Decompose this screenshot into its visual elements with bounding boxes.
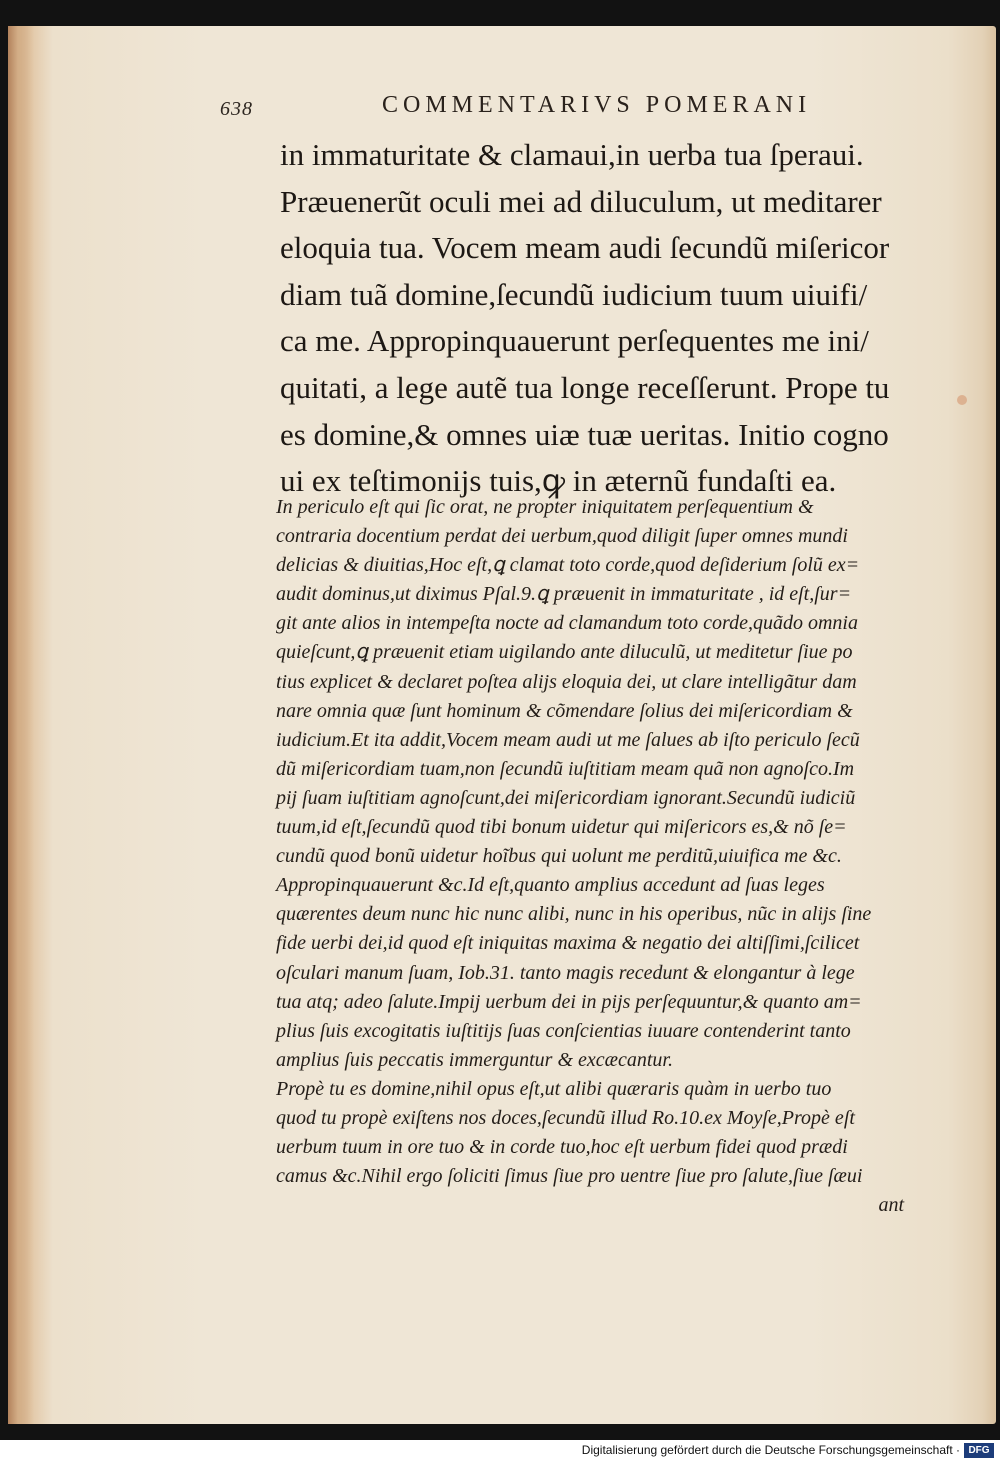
footer-bar [0, 1440, 1000, 1462]
commentary-line: tius explicet & declaret poſtea alijs eloquia dei, ut clare intelligãtur dam [276, 670, 857, 693]
commentary-line: contraria docentium perdat dei uerbum,quod diligit ſuper omnes mundi [276, 525, 848, 548]
page-gutter-shadow [8, 26, 34, 1424]
funding-credit: Digitalisierung gefördert durch die Deutsche Forschungsgemeinschaft · [581, 1443, 960, 1457]
commentary-line: tuum,id eſt,ſecundũ quod tibi bonum uidetur qui miſericors es,& nõ ſe= [276, 816, 847, 839]
commentary-line: nare omnia quæ ſunt hominum & cõmendare ſolius dei miſericordiam & [276, 699, 853, 722]
commentary-line: fide uerbi dei,id quod eſt iniquitas maxima & negatio dei altiſſimi,ſcilicet [276, 932, 860, 955]
commentary-line: delicias & diuitias,Hoc eſt,ꝗ clamat toto corde,quod deſiderium ſolũ ex= [276, 554, 860, 577]
commentary-line: iudicium.Et ita addit,Vocem meam audi ut me ſalues ab iſto periculo ſecũ [276, 728, 860, 751]
commentary-line: audit dominus,ut diximus Pſal.9.ꝗ præuenit in immaturitate , id eſt,ſur= [276, 583, 852, 606]
verse-line: ui ex teſtimonijs tuis,ꝙ in æternũ fundaſti ea. [280, 463, 837, 499]
verse-line: diam tuã domine,ſecundũ iudicium tuum uiuifi/ [280, 276, 868, 312]
commentary-line: pij ſuam iuſtitiam agnoſcunt,dei miſericordiam ignorant.Secundũ iudiciũ [276, 786, 856, 809]
catchword: ant [878, 1194, 904, 1217]
commentary-line: Appropinquauerunt &c.Id eſt,quanto amplius accedunt ad ſuas leges [276, 874, 825, 897]
commentary-line: tua atq; adeo ſalute.Impij uerbum dei in pijs perſequuntur,& quanto am= [276, 990, 862, 1013]
commentary-line: In periculo eſt qui ſic orat, ne propter iniquitatem perſequentium & [276, 496, 814, 518]
dfg-logo: DFG [964, 1443, 994, 1458]
commentary-line: amplius ſuis peccatis immerguntur & excæcantur. [276, 1048, 673, 1071]
verse-line: quitati, a lege autẽ tua longe receſſerunt. Prope tu [280, 369, 890, 405]
running-title: COMMENTARIVS POMERANI [382, 92, 812, 118]
commentary-line: plius ſuis excogitatis iuſtitijs ſuas conſcientias iuuare contenderint tanto [276, 1019, 851, 1042]
commentary-line: camus &c.Nihil ergo ſoliciti ſimus ſiue pro uentre ſiue pro ſalute,ſiue ſæui [276, 1165, 863, 1188]
commentary-line: quod tu propè exiſtens nos doces,ſecundũ illud Ro.10.ex Moyſe,Propè eſt [276, 1106, 855, 1129]
verse-line: ca me. Appropinquauerunt perſequentes me ini/ [280, 323, 869, 359]
psalm-verse-block [280, 132, 970, 505]
verse-line: eloquia tua. Vocem meam audi ſecundũ miſericor [280, 230, 890, 266]
commentary-line: git ante alios in intempeſta nocte ad clamandum toto corde,quãdo omnia [276, 612, 858, 635]
commentary-line: quærentes deum nunc hic nunc alibi, nunc in his operibus, nũc in alijs ſine [276, 903, 872, 926]
commentary-line: dũ miſericordiam tuam,non ſecundũ iuſtitiam meam quã non agnoſco.Im [276, 757, 855, 780]
folio-number: 638 [220, 98, 253, 120]
commentary-line: uerbum tuum in ore tuo & in corde tuo,hoc eſt uerbum fidei quod prædi [276, 1136, 848, 1159]
verse-line: in immaturitate & clamaui,in uerba tua ſperaui. [280, 137, 864, 172]
commentary-block [276, 493, 976, 1220]
running-head [220, 92, 960, 122]
verse-line: es domine,& omnes uiæ tuæ ueritas. Initio cogno [280, 416, 889, 452]
commentary-line: cundũ quod bonũ uidetur hoĩbus qui uolunt me perditũ,uiuifica me &c. [276, 845, 842, 868]
verse-line: Præuenerũt oculi mei ad diluculum, ut meditarer [280, 183, 882, 219]
commentary-line: quieſcunt,ꝗ præuenit etiam uigilando ante diluculũ, ut meditetur ſiue po [276, 641, 853, 664]
commentary-line: Propè tu es domine,nihil opus eſt,ut alibi quæraris quàm in uerbo tuo [276, 1077, 832, 1100]
commentary-line: oſculari manum ſuam, Iob.31. tanto magis recedunt & elongantur à lege [276, 961, 855, 984]
